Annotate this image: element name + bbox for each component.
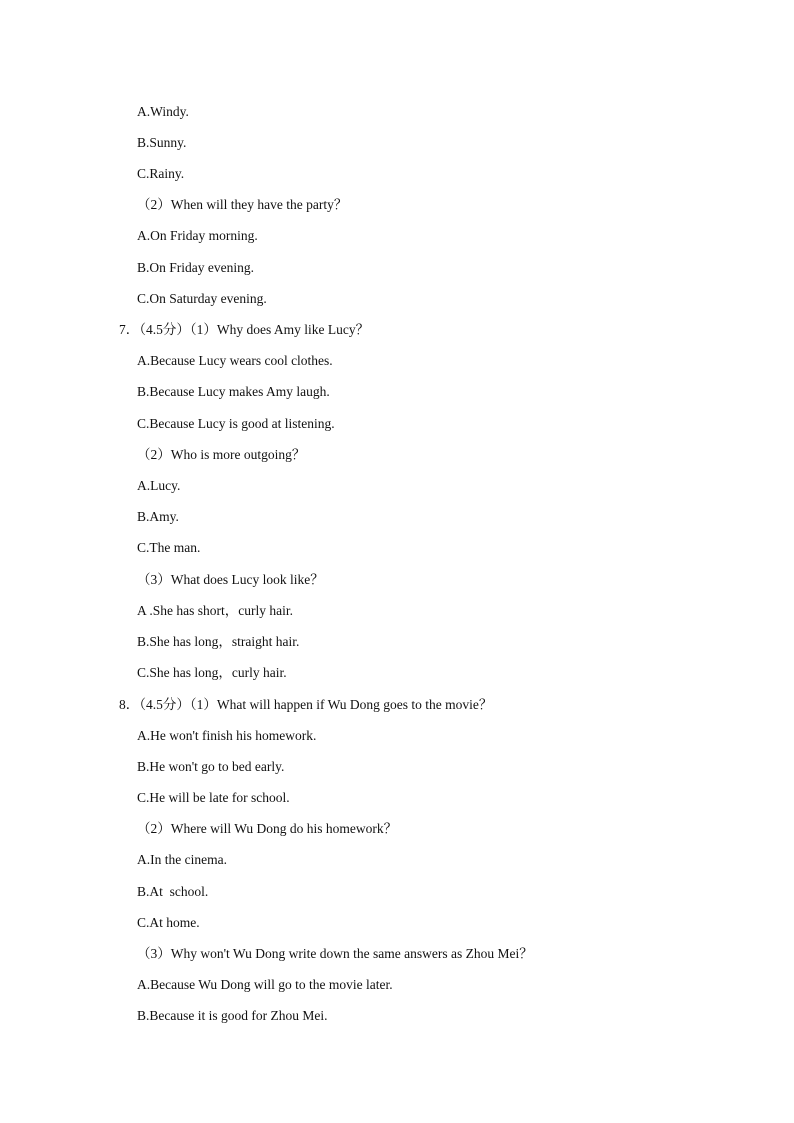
q8-1-option-c: C.He will be late for school.	[137, 790, 290, 805]
q7-3-option-c: C.She has long，curly hair.	[137, 665, 287, 680]
q8-2-option-a: A.In the cinema.	[137, 852, 227, 867]
q8-2-option-c: C.At home.	[137, 915, 200, 930]
q6-1-option-a: A.Windy.	[137, 104, 189, 119]
q8-2-question: （2）Where will Wu Dong do his homework？	[137, 821, 398, 836]
q7-2-option-b: B.Amy.	[137, 509, 179, 524]
q7-1-option-c: C.Because Lucy is good at listening.	[137, 416, 335, 431]
q6-1-option-c: C.Rainy.	[137, 166, 185, 181]
q8-1-option-a: A.He won't finish his homework.	[137, 728, 317, 743]
q6-2-option-b: B.On Friday evening.	[137, 260, 254, 275]
q7-2-option-a: A.Lucy.	[137, 478, 181, 493]
q8-3-option-a: A.Because Wu Dong will go to the movie later.	[137, 977, 393, 992]
q7-1-option-b: B.Because Lucy makes Amy laugh.	[137, 384, 330, 399]
q8-1-option-b: B.He won't go to bed early.	[137, 759, 285, 774]
q8-heading: 8．（4.5分）（1）What will happen if Wu Dong goes to the movie？	[119, 697, 493, 712]
q6-2-option-a: A.On Friday morning.	[137, 228, 258, 243]
q8-3-question: （3）Why won't Wu Dong write down the same answers as Zhou Mei？	[137, 946, 533, 961]
q8-2-option-b: B.At school.	[137, 884, 209, 899]
q7-heading: 7．（4.5分）（1）Why does Amy like Lucy？	[119, 322, 370, 337]
q7-2-question: （2）Who is more outgoing？	[137, 447, 306, 462]
q6-2-question: （2）When will they have the party？	[137, 197, 348, 212]
q7-3-question: （3）What does Lucy look like？	[137, 572, 324, 587]
q7-3-option-b: B.She has long，straight hair.	[137, 634, 300, 649]
q8-3-option-b: B.Because it is good for Zhou Mei.	[137, 1008, 328, 1023]
q6-1-option-b: B.Sunny.	[137, 135, 187, 150]
q7-1-option-a: A.Because Lucy wears cool clothes.	[137, 353, 333, 368]
q6-2-option-c: C.On Saturday evening.	[137, 291, 267, 306]
q7-2-option-c: C.The man.	[137, 540, 201, 555]
q7-3-option-a: A .She has short，curly hair.	[137, 603, 293, 618]
